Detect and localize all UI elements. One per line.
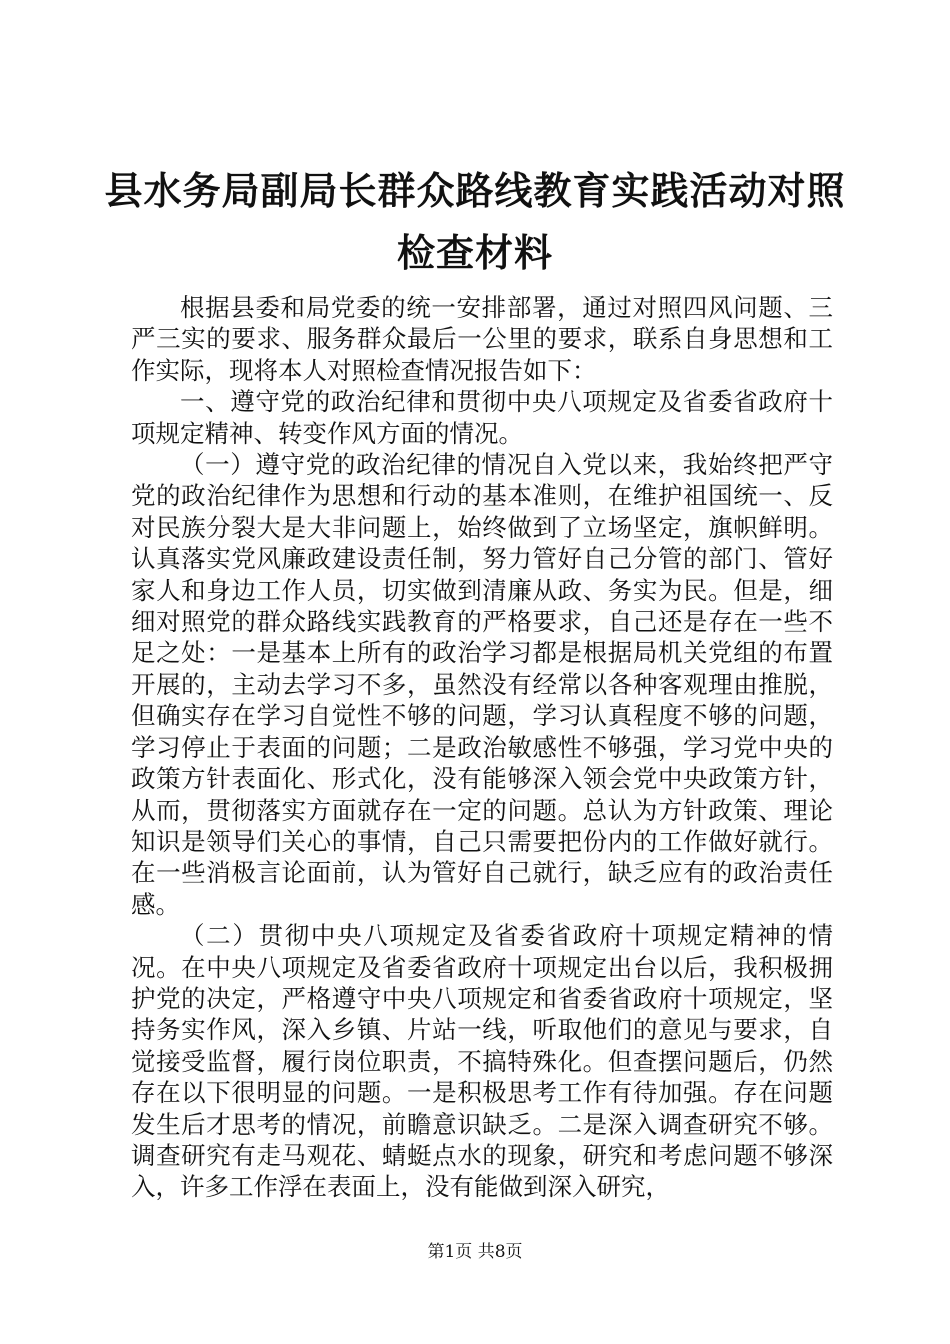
page-footer: 第1页 共8页 xyxy=(427,1242,523,1262)
document-body xyxy=(131,292,833,1203)
paragraph-intro: 根据县委和局党委的统一安排部署，通过对照四风问题、三严三实的要求、服务群众最后一公里的要求，联系自身思想和工作实际，现将本人对照检查情况报告如下： xyxy=(131,293,833,385)
paragraph-political-discipline: （一）遵守党的政治纪律的情况自入党以来，我始终把严守党的政治纪律作为思想和行动的基本准则，在维护祖国统一、反对民族分裂大是大非问题上，始终做到了立场坚定，旗帜鲜明。认真落实党风廉政建设责任制，努力管好自己分管的部门、管好家人和身边工作人员，切实做到清廉从政、务实为民。但是，细细对照党的群众路线实践教育的严格要求，自己还是存在一些不足之处：一是基本上所有的政治学习都是根据局机关党组的布置开展的，主动去学习不多，虽然没有经常以各种客观理由推脱，但确实存在学习自觉性不够的问题，学习认真程度不够的问题，学习停止于表面的问题；二是政治敏感性不够强，学习党中央的政策方针表面化、形式化，没有能够深入领会党中央政策方针，从而，贯彻落实方面就存在一定的问题。总认为方针政策、理论知识是领导们关心的事情，自己只需要把份内的工作做好就行。在一些消极言论面前，认为管好自己就行，缺乏应有的政治责任感。 xyxy=(131,450,833,919)
paragraph-section-heading: 一、遵守党的政治纪律和贯彻中央八项规定及省委省政府十项规定精神、转变作风方面的情况。 xyxy=(131,387,833,448)
document-title: 县水务局副局长群众路线教育实践活动对照检查材料 xyxy=(104,168,846,275)
paragraph-eight-regulations: （二）贯彻中央八项规定及省委省政府十项规定精神的情况。在中央八项规定及省委省政府十项规定出台以后，我积极拥护党的决定，严格遵守中央八项规定和省委省政府十项规定，坚持务实作风，深入乡镇、片站一线，听取他们的意见与要求，自觉接受监督，履行岗位职责，不搞特殊化。但查摆问题后，仍然存在以下很明显的问题。一是积极思考工作有待加强。存在问题发生后才思考的情况，前瞻意识缺乏。二是深入调查研究不够。调查研究有走马观花、蜻蜓点水的现象，研究和考虑问题不够深入，许多工作浮在表面上，没有能做到深入研究， xyxy=(131,921,833,1202)
